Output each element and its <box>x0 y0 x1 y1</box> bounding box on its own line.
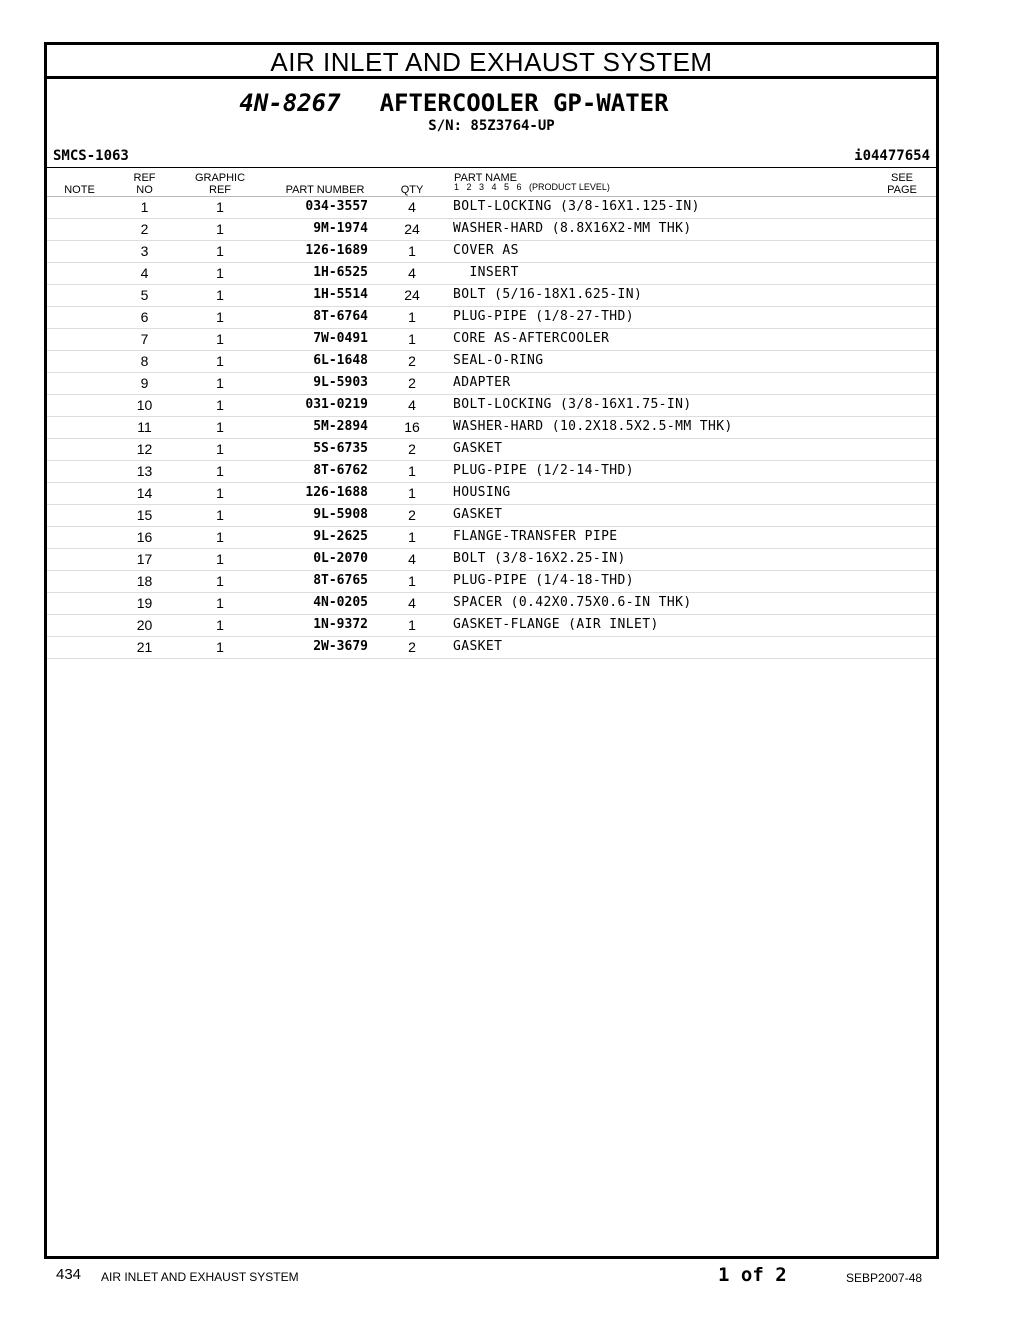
quantity: 1 <box>408 243 416 259</box>
graphic-ref: 1 <box>216 331 224 347</box>
graphic-ref: 1 <box>216 529 224 545</box>
table-row <box>47 636 936 659</box>
quantity: 4 <box>408 397 416 413</box>
table-row <box>47 548 936 570</box>
part-number: 031-0219 <box>305 397 368 412</box>
quantity: 1 <box>408 573 416 589</box>
part-number: 8T-6765 <box>313 573 368 588</box>
table-row <box>47 394 936 416</box>
quantity: 2 <box>408 507 416 523</box>
ref-number: 20 <box>136 617 153 633</box>
part-number: 126-1688 <box>305 485 368 500</box>
part-number: 9L-5903 <box>313 375 368 390</box>
table-row <box>47 372 936 394</box>
table-row <box>47 460 936 482</box>
section-title: AIR INLET AND EXHAUST SYSTEM <box>47 45 936 79</box>
part-number: 9M-1974 <box>313 221 368 236</box>
part-number: 8T-6764 <box>313 309 368 324</box>
footer-page-of: 1 of 2 <box>718 1264 787 1286</box>
graphic-ref: 1 <box>216 463 224 479</box>
ref-number: 15 <box>136 507 153 523</box>
graphic-ref: 1 <box>216 441 224 457</box>
ref-number: 14 <box>136 485 153 501</box>
part-number: 7W-0491 <box>313 331 368 346</box>
part-name: PLUG-PIPE (1/2-14-THD) <box>453 463 634 478</box>
ref-number: 18 <box>136 573 153 589</box>
part-name: GASKET <box>453 441 503 456</box>
header-part-number: PART NUMBER <box>285 184 365 196</box>
ref-number: 8 <box>140 353 149 369</box>
ref-number: 12 <box>136 441 153 457</box>
group-heading <box>47 89 936 117</box>
part-number: 5S-6735 <box>313 441 368 456</box>
footer-document-id: SEBP2007-48 <box>846 1271 923 1285</box>
part-number: 9L-2625 <box>313 529 368 544</box>
table-row <box>47 350 936 372</box>
graphic-ref: 1 <box>216 309 224 325</box>
graphic-ref: 1 <box>216 221 224 237</box>
ref-number: 16 <box>136 529 153 545</box>
part-name: WASHER-HARD (8.8X16X2-MM THK) <box>453 221 692 236</box>
graphic-ref: 1 <box>216 287 224 303</box>
part-name: CORE AS-AFTERCOOLER <box>453 331 610 346</box>
graphic-ref: 1 <box>216 507 224 523</box>
footer-section: AIR INLET AND EXHAUST SYSTEM <box>101 1270 299 1284</box>
quantity: 16 <box>404 419 420 435</box>
quantity: 2 <box>408 375 416 391</box>
header-graphic-ref: GRAPHIC REF <box>194 172 246 196</box>
serial-number-range: S/N: 85Z3764-UP <box>428 118 555 134</box>
part-number: 1H-6525 <box>313 265 368 280</box>
table-row <box>47 526 936 548</box>
part-number: 034-3557 <box>305 199 368 214</box>
part-name: INSERT <box>453 265 519 280</box>
parts-table <box>47 196 936 659</box>
group-number: 4N-8267 <box>239 89 341 117</box>
quantity: 4 <box>408 199 416 215</box>
part-number: 0L-2070 <box>313 551 368 566</box>
parts-page-frame <box>44 42 939 1259</box>
part-number: 1N-9372 <box>313 617 368 632</box>
quantity: 1 <box>408 463 416 479</box>
table-row <box>47 306 936 328</box>
table-row <box>47 438 936 460</box>
ref-number: 4 <box>140 265 149 281</box>
ref-number: 1 <box>140 199 149 215</box>
part-name: BOLT (3/8-16X2.25-IN) <box>453 551 626 566</box>
ref-number: 7 <box>140 331 149 347</box>
part-name: ADAPTER <box>453 375 511 390</box>
part-number: 9L-5908 <box>313 507 368 522</box>
part-name: BOLT (5/16-18X1.625-IN) <box>453 287 643 302</box>
header-divider <box>47 167 936 168</box>
table-row <box>47 328 936 350</box>
part-name: PLUG-PIPE (1/4-18-THD) <box>453 573 634 588</box>
graphic-ref: 1 <box>216 419 224 435</box>
part-number: 6L-1648 <box>313 353 368 368</box>
table-row <box>47 196 936 218</box>
table-row <box>47 284 936 306</box>
quantity: 4 <box>408 265 416 281</box>
part-name: GASKET <box>453 639 503 654</box>
graphic-ref: 1 <box>216 573 224 589</box>
group-name: AFTERCOOLER GP-WATER <box>379 89 669 117</box>
header-part-name: PART NAME <box>454 172 517 184</box>
ref-number: 5 <box>140 287 149 303</box>
quantity: 1 <box>408 617 416 633</box>
part-name: GASKET <box>453 507 503 522</box>
ref-number: 21 <box>136 639 153 655</box>
quantity: 1 <box>408 529 416 545</box>
header-qty: QTY <box>400 184 424 196</box>
footer-page-number: 434 <box>56 1266 82 1283</box>
part-name: BOLT-LOCKING (3/8-16X1.125-IN) <box>453 199 700 214</box>
graphic-ref: 1 <box>216 353 224 369</box>
part-name: HOUSING <box>453 485 511 500</box>
quantity: 2 <box>408 441 416 457</box>
graphic-ref: 1 <box>216 551 224 567</box>
part-number: 4N-0205 <box>313 595 368 610</box>
quantity: 1 <box>408 331 416 347</box>
part-name: GASKET-FLANGE (AIR INLET) <box>453 617 659 632</box>
ref-number: 6 <box>140 309 149 325</box>
ref-number: 10 <box>136 397 153 413</box>
quantity: 1 <box>408 309 416 325</box>
part-number: 1H-5514 <box>313 287 368 302</box>
table-row <box>47 416 936 438</box>
table-row <box>47 592 936 614</box>
part-name: WASHER-HARD (10.2X18.5X2.5-MM THK) <box>453 419 733 434</box>
ref-number: 13 <box>136 463 153 479</box>
graphic-ref: 1 <box>216 375 224 391</box>
table-row <box>47 504 936 526</box>
part-name: BOLT-LOCKING (3/8-16X1.75-IN) <box>453 397 692 412</box>
part-name: SEAL-O-RING <box>453 353 544 368</box>
quantity: 2 <box>408 639 416 655</box>
table-row <box>47 570 936 592</box>
graphic-ref: 1 <box>216 485 224 501</box>
illustration-id: i04477654 <box>854 148 930 164</box>
quantity: 24 <box>404 287 420 303</box>
table-row <box>47 482 936 504</box>
ref-number: 9 <box>140 375 149 391</box>
part-name: PLUG-PIPE (1/8-27-THD) <box>453 309 634 324</box>
part-number: 2W-3679 <box>313 639 368 654</box>
part-name: SPACER (0.42X0.75X0.6-IN THK) <box>453 595 692 610</box>
part-name: COVER AS <box>453 243 519 258</box>
graphic-ref: 1 <box>216 639 224 655</box>
table-row <box>47 218 936 240</box>
graphic-ref: 1 <box>216 243 224 259</box>
part-number: 5M-2894 <box>313 419 368 434</box>
table-row <box>47 262 936 284</box>
header-note: NOTE <box>64 184 95 196</box>
quantity: 4 <box>408 551 416 567</box>
quantity: 2 <box>408 353 416 369</box>
ref-number: 11 <box>137 419 152 435</box>
graphic-ref: 1 <box>216 617 224 633</box>
ref-number: 3 <box>140 243 149 259</box>
ref-number: 17 <box>136 551 153 567</box>
ref-number: 2 <box>140 221 149 237</box>
graphic-ref: 1 <box>216 397 224 413</box>
graphic-ref: 1 <box>216 265 224 281</box>
header-see-page: SEE PAGE <box>887 172 917 196</box>
quantity: 1 <box>408 485 416 501</box>
graphic-ref: 1 <box>216 199 224 215</box>
table-row <box>47 614 936 636</box>
part-name: FLANGE-TRANSFER PIPE <box>453 529 618 544</box>
header-product-levels: 1 2 3 4 5 6 (PRODUCT LEVEL) <box>454 182 610 192</box>
graphic-ref: 1 <box>216 595 224 611</box>
part-number: 126-1689 <box>305 243 368 258</box>
part-number: 8T-6762 <box>313 463 368 478</box>
ref-number: 19 <box>136 595 153 611</box>
quantity: 4 <box>408 595 416 611</box>
table-row <box>47 240 936 262</box>
smcs-code: SMCS-1063 <box>53 148 129 164</box>
quantity: 24 <box>404 221 420 237</box>
header-ref-no: REF NO <box>133 172 156 196</box>
